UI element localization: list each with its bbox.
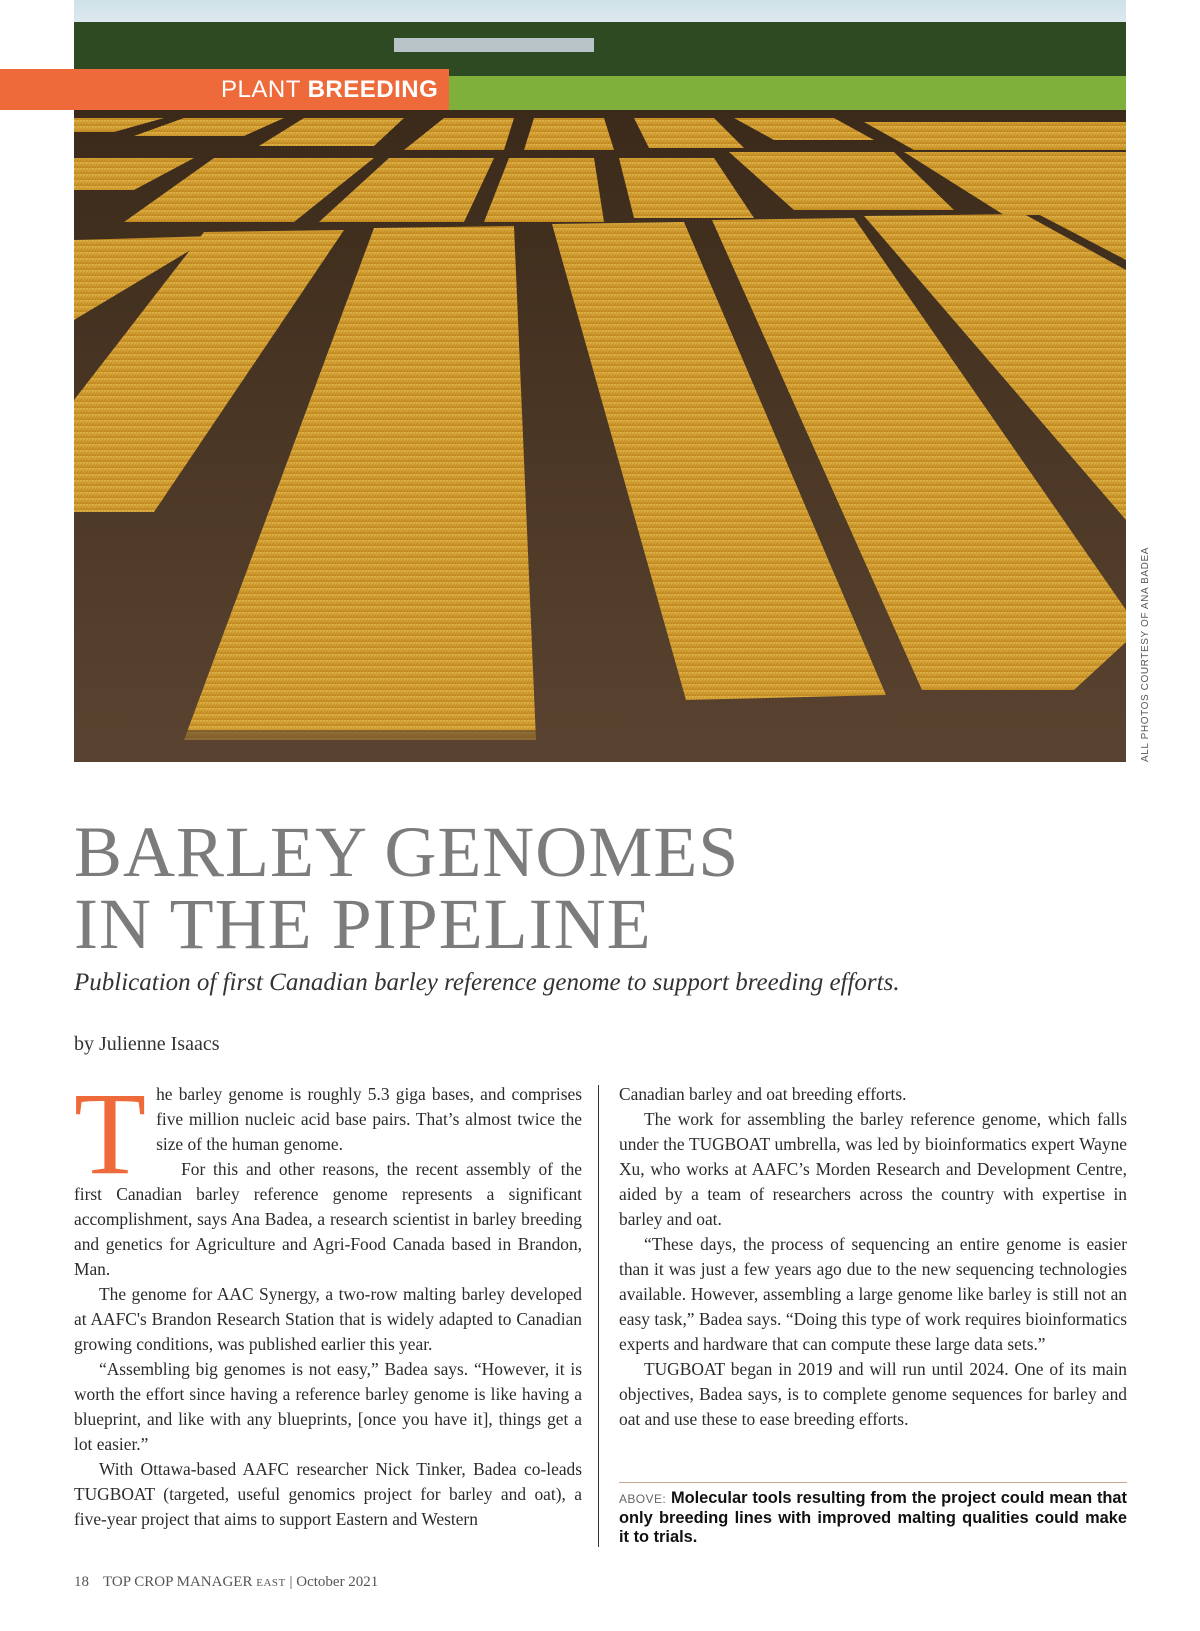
caption-text: Molecular tools resulting from the project could mean that only breeding lines with improved malting qualities could make it to trials. <box>619 1489 1127 1546</box>
section-tag-light: PLANT <box>221 76 308 103</box>
photo-credit: ALL PHOTOS COURTESY OF ANA BADEA <box>1140 546 1151 762</box>
paragraph-4: “Assembling big genomes is not easy,” Badea says. “However, it is worth the effort since having a reference barley genome is like having a blueprint, and like with any blueprints, [once you have it], things get a lot easier.” <box>74 1359 582 1454</box>
hero-photo <box>74 0 1126 762</box>
barley-field-photo <box>74 0 1126 762</box>
paragraph-3: The genome for AAC Synergy, a two-row malting barley developed at AAFC's Brandon Research Station that is widely adapted to Canadian growing conditions, was published earlier this year. <box>74 1284 582 1354</box>
page-number: 18 <box>74 1574 89 1590</box>
magazine-name: TOP CROP MANAGER <box>103 1574 253 1590</box>
magazine-edition: EAST <box>256 1577 286 1589</box>
article-title <box>74 812 740 964</box>
paragraph-5-continued: Canadian barley and oat breeding efforts. <box>619 1084 907 1104</box>
column-divider <box>598 1085 599 1547</box>
paragraph-1-text: he barley genome is roughly 5.3 giga bases, and comprises five million nucleic acid base pairs. That’s almost twice the size of the human genome. <box>156 1084 582 1154</box>
paragraph-1 <box>74 1068 582 1199</box>
article-title-line-1: BARLEY GENOMES <box>74 812 740 892</box>
paragraph-7: “These days, the process of sequencing an entire genome is easier than it was just a few years ago due to the new sequencing technologies available. However, assembling a large genome like barley is still not an easy task,” Badea says. “Doing this type of work requires bioinformatics experts and hardware that can compute these large data sets.” <box>619 1234 1127 1354</box>
caption-label: ABOVE: <box>619 1492 667 1506</box>
byline: by Julienne Isaacs <box>74 1033 220 1055</box>
article-column-right <box>619 1082 1127 1432</box>
section-tag <box>0 69 449 110</box>
caption-divider <box>619 1482 1127 1483</box>
page-footer <box>74 1574 378 1591</box>
paragraph-6: The work for assembling the barley reference genome, which falls under the TUGBOAT umbrella, was led by bioinformatics expert Wayne Xu, who works at AAFC’s Morden Research and Development Centre, aided by a team of researchers across the country with expertise in barley and oat. <box>619 1109 1127 1229</box>
issue-date: October 2021 <box>296 1574 379 1590</box>
article-column-left <box>74 1068 582 1532</box>
article-title-line-2: IN THE PIPELINE <box>74 884 652 964</box>
section-tag-bold: BREEDING <box>307 76 439 103</box>
paragraph-5: With Ottawa-based AAFC researcher Nick Tinker, Badea co-leads TUGBOAT (targeted, useful genomics project for barley and oat), a five-year project that aims to support Eastern and Western <box>74 1459 582 1529</box>
photo-caption <box>619 1489 1127 1547</box>
drop-cap: T <box>74 1068 147 1199</box>
article-dek: Publication of first Canadian barley reference genome to support breeding efforts. <box>74 969 900 996</box>
paragraph-8: TUGBOAT began in 2019 and will run until 2024. One of its main objectives, Badea says, is to complete genome sequences for barley and oat and use these to ease breeding efforts. <box>619 1359 1127 1429</box>
footer-separator: | <box>285 1574 297 1590</box>
paragraph-2: For this and other reasons, the recent assembly of the first Canadian barley reference genome represents a significant accomplishment, says Ana Badea, a research scientist in barley breeding and genetics for Agriculture and Agri-Food Canada based in Brandon, Man. <box>74 1159 582 1279</box>
